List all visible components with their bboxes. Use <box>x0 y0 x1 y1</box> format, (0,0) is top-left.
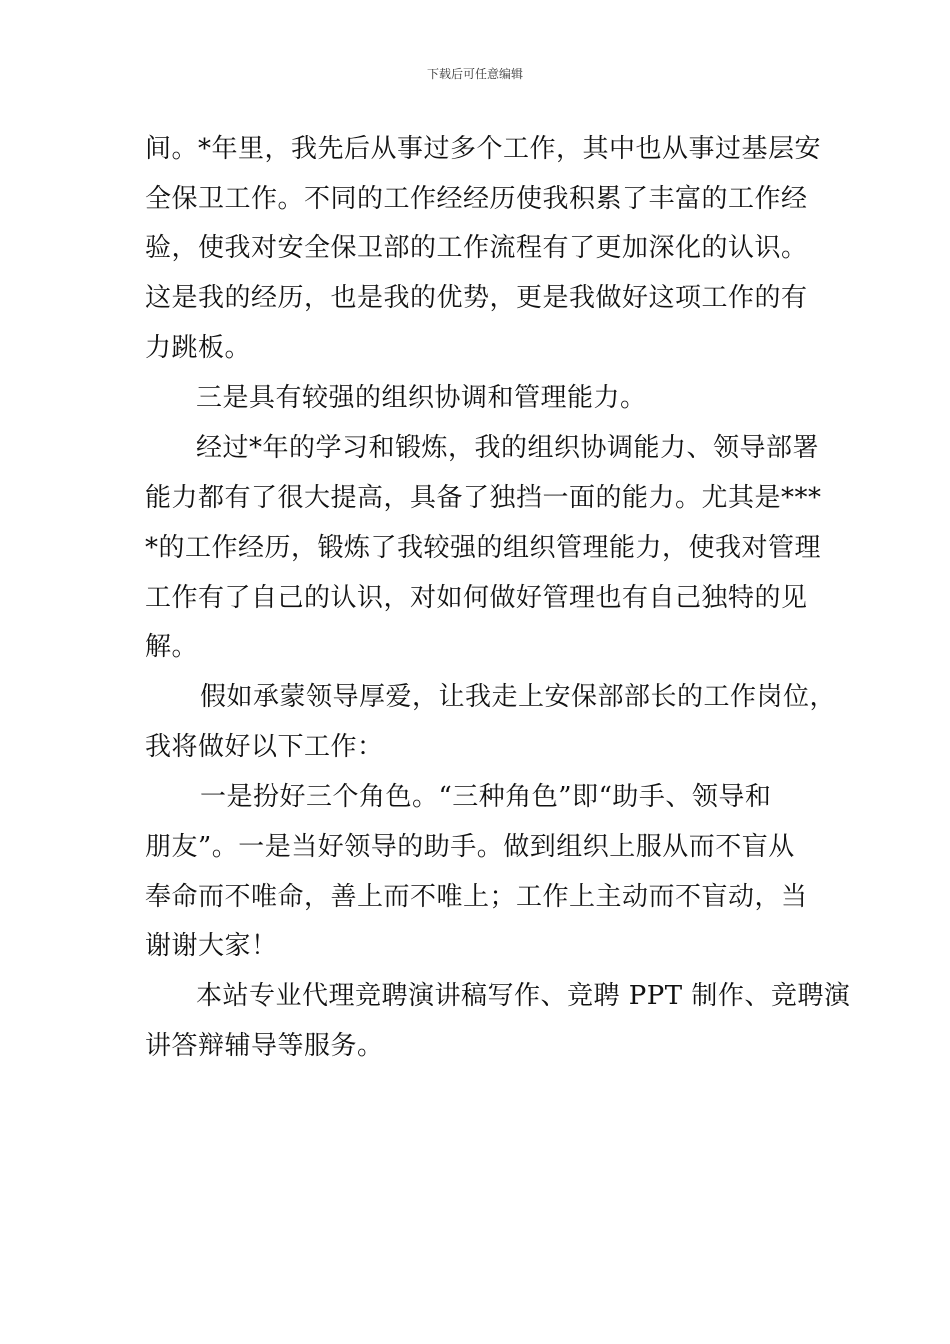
page-header: 下载后可任意编辑 <box>426 67 523 81</box>
body-line-1: 间。*年里，我先后从事过多个工作，其中也从事过基层安 <box>145 134 822 164</box>
body-line-4: 这是我的经历，也是我的优势，更是我做好这项工作的有 <box>145 283 808 313</box>
body-line-10: 工作有了自己的认识，对如何做好管理也有自己独特的见 <box>145 583 808 613</box>
body-line-12: 假如承蒙领导厚爱，让我走上安保部部长的工作岗位， <box>200 682 837 712</box>
body-line-5: 力跳板。 <box>145 333 252 363</box>
body-line-18: 本站专业代理竞聘演讲稿写作、竞聘 PPT 制作、竞聘演 <box>196 981 851 1011</box>
body-line-13: 我将做好以下工作： <box>145 732 384 762</box>
body-line-17: 谢谢大家！ <box>145 931 278 961</box>
body-line-7: 经过*年的学习和锻炼，我的组织协调能力、领导部署 <box>196 433 820 463</box>
body-line-19: 讲答辩辅导等服务。 <box>145 1031 384 1061</box>
body-line-15: 朋友”。一是当好领导的助手。做到组织上服从而不盲从 <box>145 832 795 862</box>
body-line-8: 能力都有了很大提高，具备了独挡一面的能力。尤其是*** <box>145 483 822 513</box>
body-line-2: 全保卫工作。不同的工作经经历使我积累了丰富的工作经 <box>145 184 808 214</box>
body-line-6: 三是具有较强的组织协调和管理能力。 <box>196 383 647 413</box>
body-line-11: 解。 <box>145 632 199 662</box>
body-line-14: 一是扮好三个角色。“三种角色”即“助手、领导和 <box>200 782 772 812</box>
body-line-9: *的工作经历，锻炼了我较强的组织管理能力，使我对管理 <box>145 533 822 563</box>
body-line-16: 奉命而不唯命，善上而不唯上；工作上主动而不盲动，当 <box>145 882 808 912</box>
body-line-3: 验，使我对安全保卫部的工作流程有了更加深化的认识。 <box>145 233 808 263</box>
